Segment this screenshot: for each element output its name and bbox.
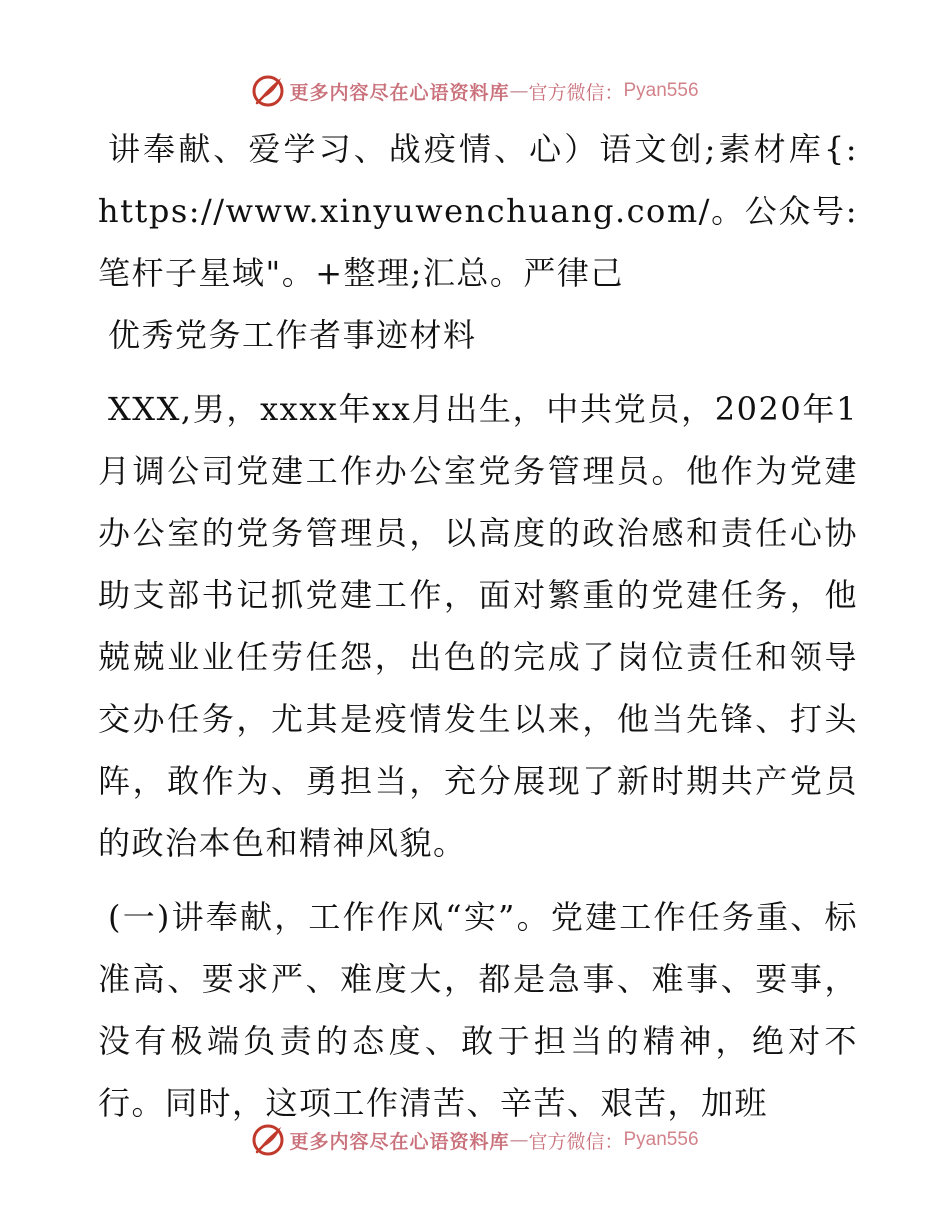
banner-wechat-id: Pyan556: [623, 1129, 699, 1150]
feather-pen-logo-icon: [251, 74, 285, 108]
banner-label: 官方微信：: [528, 81, 624, 104]
paragraph-2: (一)讲奉献，工作作风“实”。党建工作任务重、标准高、要求严、难度大，都是急事、难事、要事，没有极端负责的态度、敢于担当的精神，绝对不行。同时，这项工作清苦、辛苦、艰苦，加班: [98, 898, 858, 1122]
document-title: 优秀党务工作者事迹材料: [108, 316, 477, 354]
paragraph-1: XXX,男，xxxx年xx月出生，中共党员，2020年1月调公司党建工作办公室党务管理员。他作为党建办公室的党务管理员，以高度的政治感和责任心协助支部书记抓党建工作，面对繁重的党建任务，他兢兢业业任劳任怨，出色的完成了岗位责任和领导交办任务，尤其是疫情发生以来，他当先锋、打头阵，敢作为、勇担当，充分展现了新时期共产党员的政治本色和精神风貌。: [98, 390, 858, 862]
banner-brand: 更多内容尽在心语资料库: [289, 1130, 510, 1153]
footer-banner: [0, 1120, 950, 1160]
banner-separator: —: [509, 1129, 529, 1151]
feather-pen-logo-icon: [251, 1123, 285, 1157]
intro-paragraph: 讲奉献、爱学习、战疫情、心）语文创;素材库{: https://www.xinyuwenchuang.com/。公众号:笔杆子星域"。+整理;汇总。严律己: [98, 130, 858, 292]
document-body: [98, 118, 858, 1134]
header-banner: [0, 71, 950, 111]
banner-label: 官方微信：: [528, 1130, 624, 1153]
banner-separator: —: [509, 80, 529, 102]
banner-wechat-id: Pyan556: [623, 80, 699, 101]
banner-brand: 更多内容尽在心语资料库: [289, 81, 510, 104]
